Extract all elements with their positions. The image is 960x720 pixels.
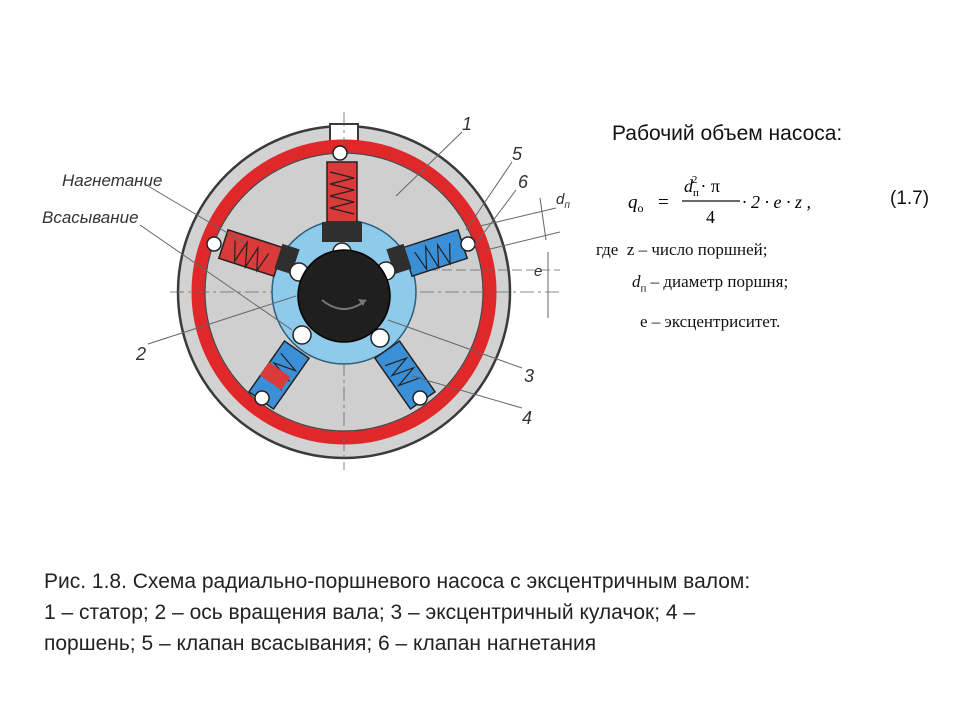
dim-dp-arrow bbox=[540, 198, 546, 240]
svg-text:dп2· π bbox=[684, 174, 720, 199]
working-volume-formula bbox=[608, 168, 858, 238]
formula-tail: · 2 · e · z , bbox=[742, 192, 811, 212]
callout-4: 4 bbox=[522, 408, 533, 428]
dim-e-label: e bbox=[534, 263, 543, 280]
formula-num-sup: 2 bbox=[691, 174, 698, 186]
where-line-2: $d_п$ – диаметр поршня; bbox=[632, 272, 789, 295]
where-line-3: e – эксцентриситет. bbox=[640, 312, 781, 331]
formula-number: (1.7) bbox=[890, 188, 930, 209]
formula-num-sub: п bbox=[693, 187, 699, 199]
caption-line-3: поршень; 5 – клапан всасывания; 6 – клапан нагнетания bbox=[44, 632, 597, 655]
svg-text:qо bbox=[628, 192, 644, 215]
caption-line-2: 1 – статор; 2 – ось вращения вала; 3 – эксцентричный кулачок; 4 – bbox=[44, 601, 696, 624]
formula-lhs-var: q bbox=[628, 192, 638, 213]
dim-dp-label: $d_п$ bbox=[556, 191, 570, 211]
formula-heading: Рабочий объем насоса: bbox=[612, 122, 843, 145]
where-line-1: где z – число поршней; bbox=[596, 240, 768, 259]
callout-5: 5 bbox=[512, 144, 523, 164]
caption-line-1: Рис. 1.8. Схема радиально-поршневого насоса с эксцентричным валом: bbox=[44, 570, 751, 593]
callout-6: 6 bbox=[518, 172, 529, 192]
formula-denominator: 4 bbox=[706, 207, 715, 227]
label-discharge: Нагнетание bbox=[62, 171, 163, 190]
figure-caption bbox=[44, 566, 924, 659]
label-suction: Всасывание bbox=[42, 208, 139, 227]
formula-equals: = bbox=[658, 192, 669, 213]
callout-3: 3 bbox=[524, 366, 535, 386]
formula-num-var: d bbox=[684, 176, 693, 196]
eccentric-rotor bbox=[298, 250, 390, 342]
callout-2: 2 bbox=[136, 344, 147, 364]
callout-1: 1 bbox=[462, 114, 473, 134]
formula-lhs-sub: о bbox=[637, 201, 644, 215]
formula-num-tail: · π bbox=[700, 176, 720, 196]
